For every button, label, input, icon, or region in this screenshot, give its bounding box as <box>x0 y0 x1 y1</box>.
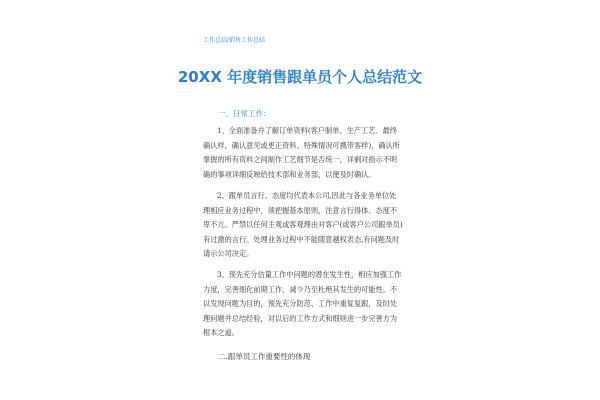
paragraph-line: 卑不亢。严禁以任何主观或客观理由对客户(或客户公司跟单员) <box>203 220 403 229</box>
paragraph-line: 有过激的言行。处理业务过程中不能随意越权表态,有问题及时 <box>203 234 400 244</box>
breadcrumb <box>203 35 265 44</box>
paragraph-line: 请示公司决定。 <box>203 249 254 258</box>
breadcrumb-separator: / <box>227 37 230 44</box>
breadcrumb-parent-link[interactable]: 工作总结 <box>203 37 228 44</box>
paragraph-1 <box>203 124 399 182</box>
section-heading-daily-work: 一、日常工作： <box>218 109 271 118</box>
paragraph-line: 掌握的所有资料之间制作工艺细节是否统一，详剩对指示不明 <box>203 155 398 164</box>
paragraph-line: 确的事项详细反映给技术部和业务部，以便及时确认。 <box>203 169 376 179</box>
paragraph-line: 理相应业务过程中，须把握基本原则，注意言行得体、态度不 <box>203 205 398 215</box>
paragraph-line: 理问题并总结经验，对以后的工作方式和细则进一步完善方为 <box>203 313 398 323</box>
paragraph-line: 确认样，确认意见或更正资料、特殊情况可携带客样)，确认所 <box>203 140 400 150</box>
paragraph-line: 1、全面准备并了解订单资料(客户制单、生产工艺、最终 <box>217 126 397 135</box>
paragraph-line: 力度，完善细化前期工作，减少乃至杜绝其发生的可能性。不 <box>203 284 398 294</box>
section-heading-importance: 二.跟单员工作重要性的体现 <box>218 352 311 361</box>
paragraph-line: 以发现问题为目的，预先充分防范、工作中重复复跟，及时处 <box>203 299 398 308</box>
paragraph-2 <box>203 189 403 262</box>
paragraph-line: 2、跟单员言行、态度均代表本公司,因此与各业务单位处 <box>217 191 397 200</box>
paragraph-3 <box>203 268 402 341</box>
paragraph-line: 根本之道。 <box>203 328 239 337</box>
page-title: 20XX 年度销售跟单员个人总结范文 <box>177 68 423 86</box>
breadcrumb-current-link[interactable]: 销售工作总结 <box>229 37 266 44</box>
paragraph-line: 3、预先充分估量工作中问题的潜在发生性，相应加强工作 <box>217 270 402 279</box>
